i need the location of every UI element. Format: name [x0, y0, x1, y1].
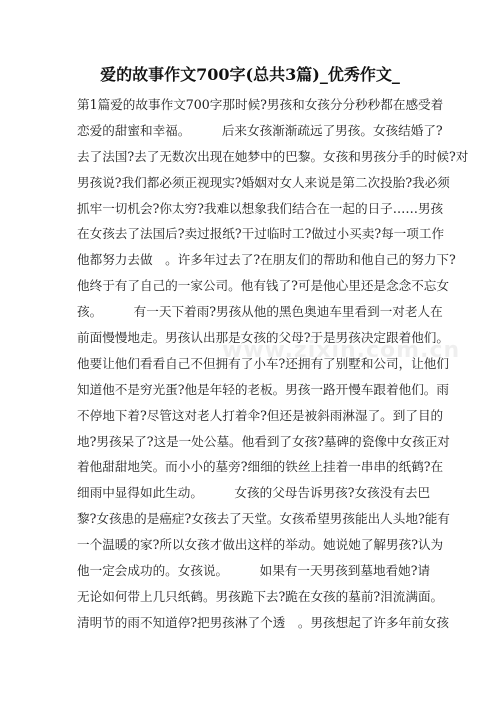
text-line: 他要让他们看看自己不但拥有了小车?还拥有了别墅和公司，让他们 — [77, 355, 449, 371]
text-line: 无论如何带上几只纸鹤。男孩跪下去?跪在女孩的墓前?泪流满面。 — [77, 588, 444, 604]
text-line: 黎?女孩患的是癌症?女孩去了天堂。女孩希望男孩能出人头地?能有 — [77, 511, 450, 527]
text-line: 第1篇爱的故事作文700字那时候?男孩和女孩分分秒秒都在感受着 — [77, 97, 444, 112]
text-line: 不停地下着?尽管这对老人打着伞?但还是被斜雨淋湿了。到了目的 — [77, 407, 444, 423]
text-line: 他一定会成功的。女孩说。 如果有一天男孩到墓地看她?请 — [77, 563, 431, 579]
text-line: 细雨中显得如此生动。 女孩的父母告诉男孩?女孩没有去巴 — [77, 485, 431, 501]
text-line: 清明节的雨不知道停?把男孩淋了个透 。男孩想起了许多年前女孩 — [77, 614, 449, 630]
text-line: 恋爱的甜蜜和幸福。 后来女孩渐渐疏远了男孩。女孩结婚了? — [77, 122, 443, 138]
text-line: 男孩说?我们都必须正视现实?婚姻对女人来说是第二次投胎?我必须 — [77, 174, 450, 190]
watermark: www.zixin.com.cn — [222, 338, 461, 363]
text-line: 前面慢慢地走。男孩认出那是女孩的父母?于是男孩决定跟着他们。 — [77, 330, 449, 346]
text-line: 抓牢一切机会?你太穷?我难以想象我们结合在一起的日子……男孩 — [77, 200, 444, 216]
text-line: 在女孩去了法国后?卖过报纸?干过临时工?做过小买卖?每一项工作 — [77, 226, 445, 242]
document-title: 爱的故事作文700字(总共3篇)_优秀作文_ — [100, 65, 400, 84]
text-line: 他都努力去做 。许多年过去了?在朋友们的帮助和他自己的努力下? — [77, 252, 456, 268]
text-line: 知道他不是穷光蛋?他是年轻的老板。男孩一路开慢车跟着他们。雨 — [77, 381, 449, 397]
text-line: 一个温暖的家?所以女孩才做出这样的举动。她说她了解男孩?认为 — [77, 537, 444, 553]
text-line: 孩。 有一天下着雨?男孩从他的黑色奥迪车里看到一对老人在 — [77, 304, 443, 320]
document-body — [77, 92, 477, 636]
text-line: 去了法国?去了无数次出现在她梦中的巴黎。女孩和男孩分手的时候?对 — [77, 148, 469, 164]
text-line: 地?男孩呆了?这是一处公墓。他看到了女孩?墓碑的瓷像中女孩正对 — [77, 433, 450, 449]
text-line: 他终于有了自己的一家公司。他有钱了?可是他心里还是念念不忘女 — [77, 278, 449, 294]
text-line: 着他甜甜地笑。而小小的墓旁?细细的铁丝上挂着一串串的纸鹤?在 — [77, 459, 444, 475]
